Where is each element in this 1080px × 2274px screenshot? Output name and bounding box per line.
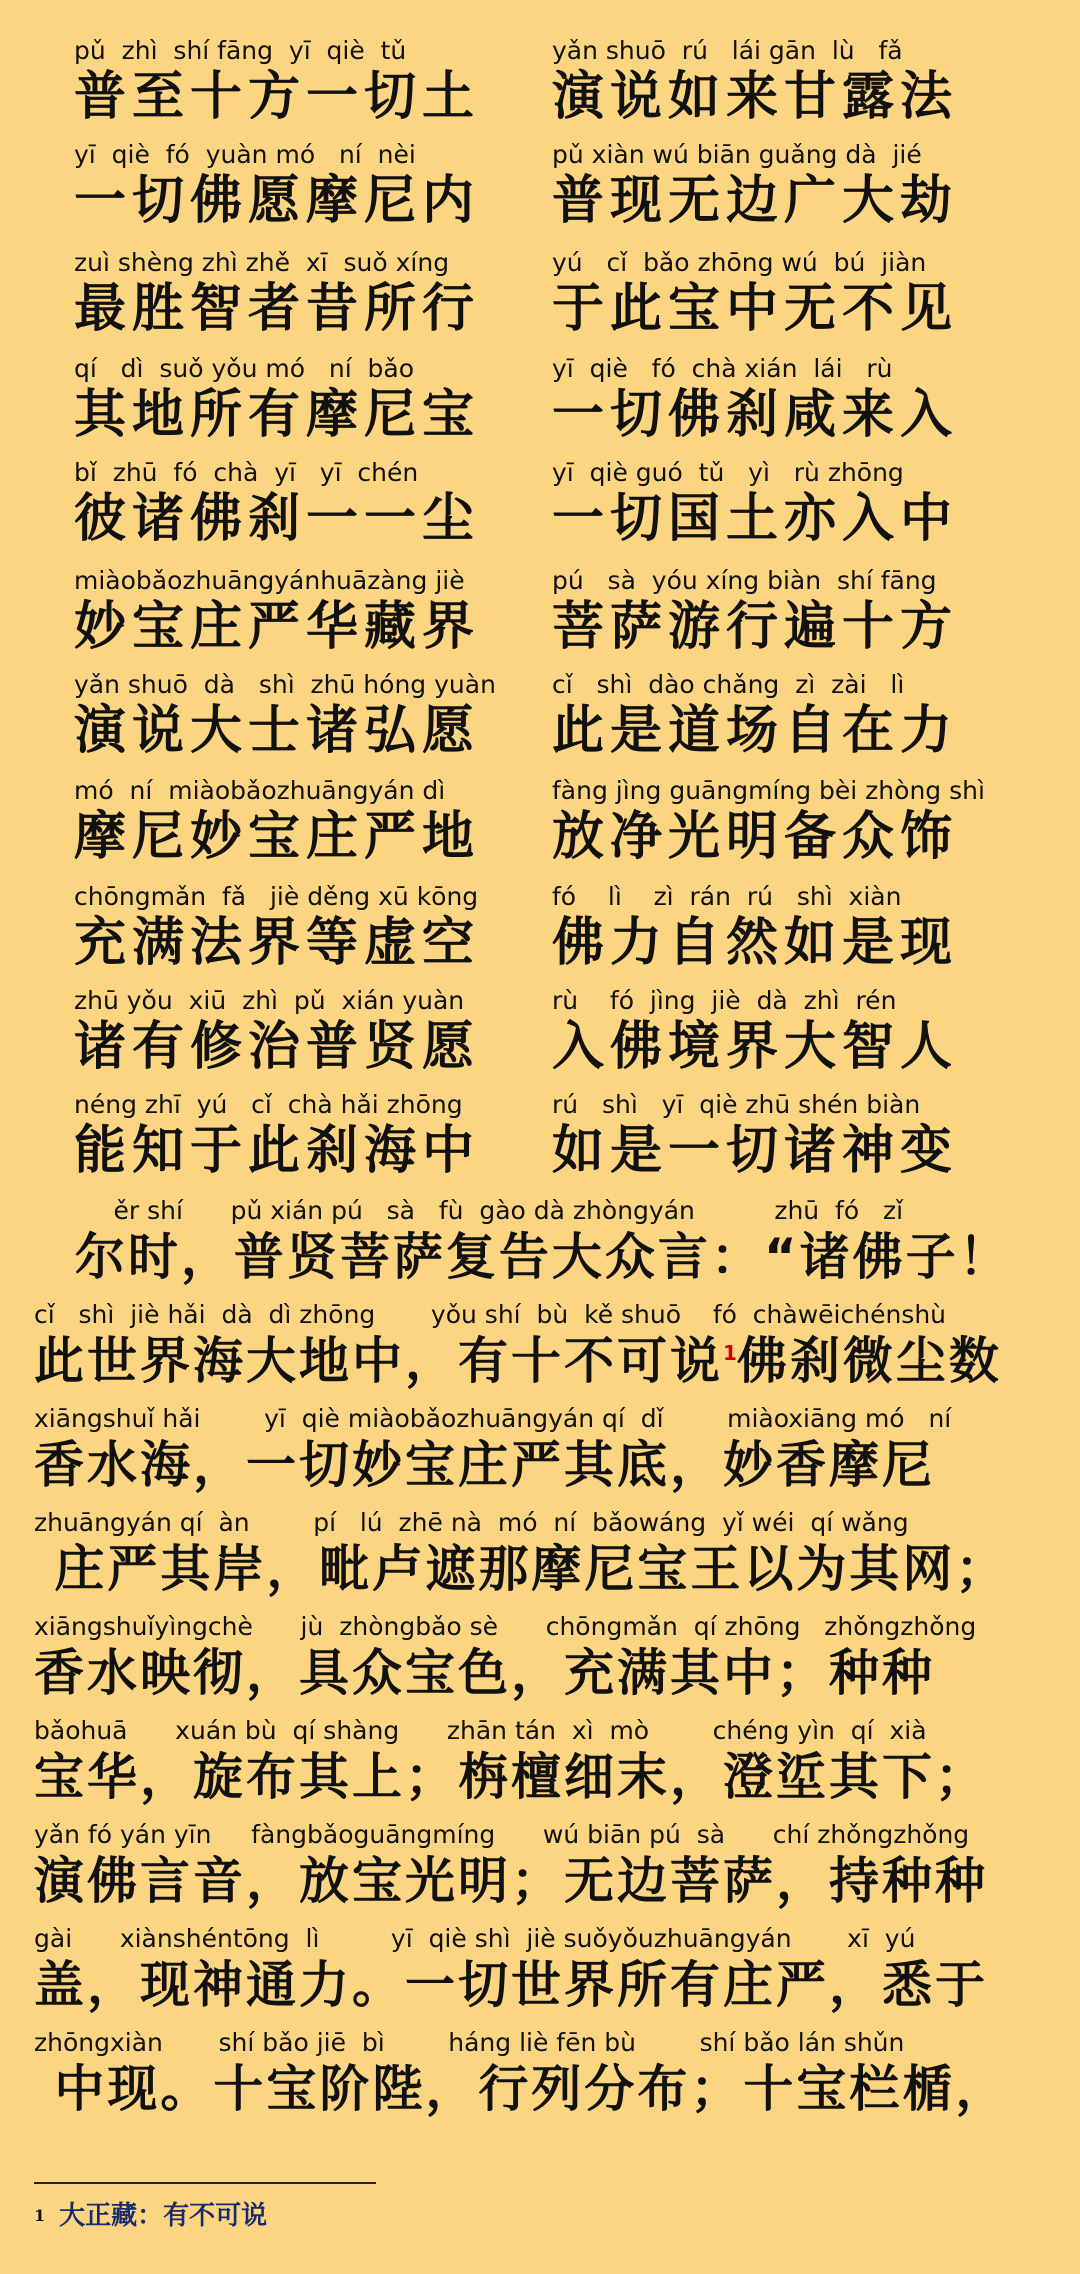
pinyin-text: fó lì zì rán rú shì xiàn (552, 882, 902, 911)
hanzi-text: 放净光明备众饰 (552, 807, 959, 867)
hanzi-text: 一切国土亦入中 (552, 489, 959, 549)
prose-line (34, 1612, 1054, 1704)
prose-line (34, 1924, 1054, 2016)
prose-line (34, 1300, 1054, 1392)
pinyin-text: cǐ shì jiè hǎi dà dì zhōng yǒu shí bù kě shuō fó chàwēichénshù (34, 1300, 947, 1329)
hanzi-text: 如是一切诸神变 (552, 1121, 959, 1181)
pinyin-text: pú sà yóu xíng biàn shí fāng (552, 566, 937, 595)
hanzi-text: 彼诸佛刹一一尘 (74, 489, 481, 549)
pinyin-text: yǎn shuō rú lái gān lù fǎ (552, 36, 903, 65)
pinyin-text: zhuāngyán qí àn pí lú zhē nà mó ní bǎowáng yǐ wéi qí wǎng (34, 1508, 909, 1537)
pinyin-text: qí dì suǒ yǒu mó ní bǎo (74, 354, 415, 383)
hanzi-text: 能知于此刹海中 (74, 1121, 481, 1181)
pinyin-text: yǎn fó yán yīn fàngbǎoguāngmíng wú biān pú sà chí zhǒngzhǒng (34, 1820, 970, 1849)
hanzi-text: 香水映彻，具众宝色，充满其中；种种 (34, 1644, 935, 1702)
hanzi-text: 中现。十宝阶陛，行列分布；十宝栏楯， (34, 2060, 1009, 2118)
hanzi-text: 香水海，一切妙宝庄严其底，妙香摩尼 (34, 1436, 935, 1494)
hanzi-text: 充满法界等虚空 (74, 913, 481, 973)
footnote-number: 1 (34, 2206, 46, 2225)
prose-line (34, 1716, 1054, 1808)
prose-line (34, 1404, 1054, 1496)
prose-line (34, 1196, 1054, 1288)
pinyin-text: cǐ shì dào chǎng zì zài lì (552, 670, 905, 699)
pinyin-text: fàng jìng guāngmíng bèi zhòng shì (552, 776, 985, 805)
hanzi-text: 妙宝庄严华藏界 (74, 597, 481, 657)
pinyin-text: yī qiè fó yuàn mó ní nèi (74, 140, 416, 169)
hanzi-text: 一切佛愿摩尼内 (74, 171, 481, 231)
prose-line (34, 1820, 1054, 1912)
pinyin-text: rú shì yī qiè zhū shén biàn (552, 1090, 921, 1119)
hanzi-text: 其地所有摩尼宝 (74, 385, 481, 445)
pinyin-text: bǐ zhū fó chà yī yī chén (74, 458, 419, 487)
hanzi-text (34, 1330, 1054, 1392)
hanzi-segment: 此世界海大地中，有十不可说 (34, 1332, 723, 1390)
hanzi-text: 诸有修治普贤愿 (74, 1017, 481, 1077)
pinyin-text: néng zhī yú cǐ chà hǎi zhōng (74, 1090, 463, 1119)
hanzi-text: 庄严其岸，毗卢遮那摩尼宝王以为其网； (34, 1540, 1009, 1598)
hanzi-text: 盖，现神通力。一切世界所有庄严，悉于 (34, 1956, 988, 2014)
hanzi-text: 于此宝中无不见 (552, 279, 959, 339)
hanzi-text: 普至十方一切土 (74, 67, 481, 127)
pinyin-text: yǎn shuō dà shì zhū hóng yuàn (74, 670, 496, 699)
footnote-text: 大正藏：有不可说 (59, 2201, 268, 2231)
pinyin-text: pǔ zhì shí fāng yī qiè tǔ (74, 36, 407, 65)
pinyin-text: yī qiè guó tǔ yì rù zhōng (552, 458, 904, 487)
hanzi-text: 演说大士诸弘愿 (74, 701, 481, 761)
hanzi-segment: 佛刹微尘数 (736, 1332, 1002, 1390)
hanzi-text: 宝华，旋布其上；栴檀细末，澄垽其下； (34, 1748, 988, 1806)
pinyin-text: xiāngshuǐyìngchè jù zhòngbǎo sè chōngmǎn qí zhōng zhǒngzhǒng (34, 1612, 977, 1641)
pinyin-text: mó ní miàobǎozhuāngyán dì (74, 776, 446, 805)
hanzi-text: 最胜智者昔所行 (74, 279, 481, 339)
pinyin-text: zhōngxiàn shí bǎo jiē bì háng liè fēn bù shí bǎo lán shǔn (34, 2028, 905, 2057)
pinyin-text: miàobǎozhuāngyánhuāzàng jiè (74, 566, 465, 595)
hanzi-text: 一切佛刹咸来入 (552, 385, 959, 445)
footnote-marker[interactable]: 1 (723, 1341, 737, 1365)
pinyin-text: zuì shèng zhì zhě xī suǒ xíng (74, 248, 450, 277)
pinyin-text: xiāngshuǐ hǎi yī qiè miàobǎozhuāngyán qí dǐ miàoxiāng mó ní (34, 1404, 952, 1433)
hanzi-text: 佛力自然如是现 (552, 913, 959, 973)
pinyin-text: yī qiè fó chà xián lái rù (552, 354, 893, 383)
hanzi-text: 此是道场自在力 (552, 701, 959, 761)
pinyin-text: pǔ xiàn wú biān guǎng dà jié (552, 140, 922, 169)
hanzi-text: 菩萨游行遍十方 (552, 597, 959, 657)
pinyin-text: chōngmǎn fǎ jiè děng xū kōng (74, 882, 479, 911)
pinyin-text: zhū yǒu xiū zhì pǔ xián yuàn (74, 986, 465, 1015)
pinyin-text: yú cǐ bǎo zhōng wú bú jiàn (552, 248, 927, 277)
hanzi-text: 普现无边广大劫 (552, 171, 959, 231)
pinyin-text: gài xiànshéntōng lì yī qiè shì jiè suǒyǒuzhuāngyán xī yú (34, 1924, 916, 1953)
hanzi-text: 入佛境界大智人 (552, 1017, 959, 1077)
prose-line (34, 2028, 1054, 2120)
footnote-divider (34, 2182, 376, 2184)
prose-line (34, 1508, 1054, 1600)
hanzi-text: 尔时，普贤菩萨复告大众言：“诸佛子！ (34, 1228, 1012, 1286)
pinyin-text: ěr shí pǔ xián pú sà fù gào dà zhòngyán zhū fó zǐ (34, 1196, 904, 1225)
pinyin-text: rù fó jìng jiè dà zhì rén (552, 986, 897, 1015)
pinyin-text: bǎohuā xuán bù qí shàng zhān tán xì mò chéng yìn qí xià (34, 1716, 927, 1745)
footnote (34, 2196, 267, 2236)
hanzi-text: 演佛言音，放宝光明；无边菩萨，持种种 (34, 1852, 988, 1910)
hanzi-text: 摩尼妙宝庄严地 (74, 807, 481, 867)
hanzi-text: 演说如来甘露法 (552, 67, 959, 127)
